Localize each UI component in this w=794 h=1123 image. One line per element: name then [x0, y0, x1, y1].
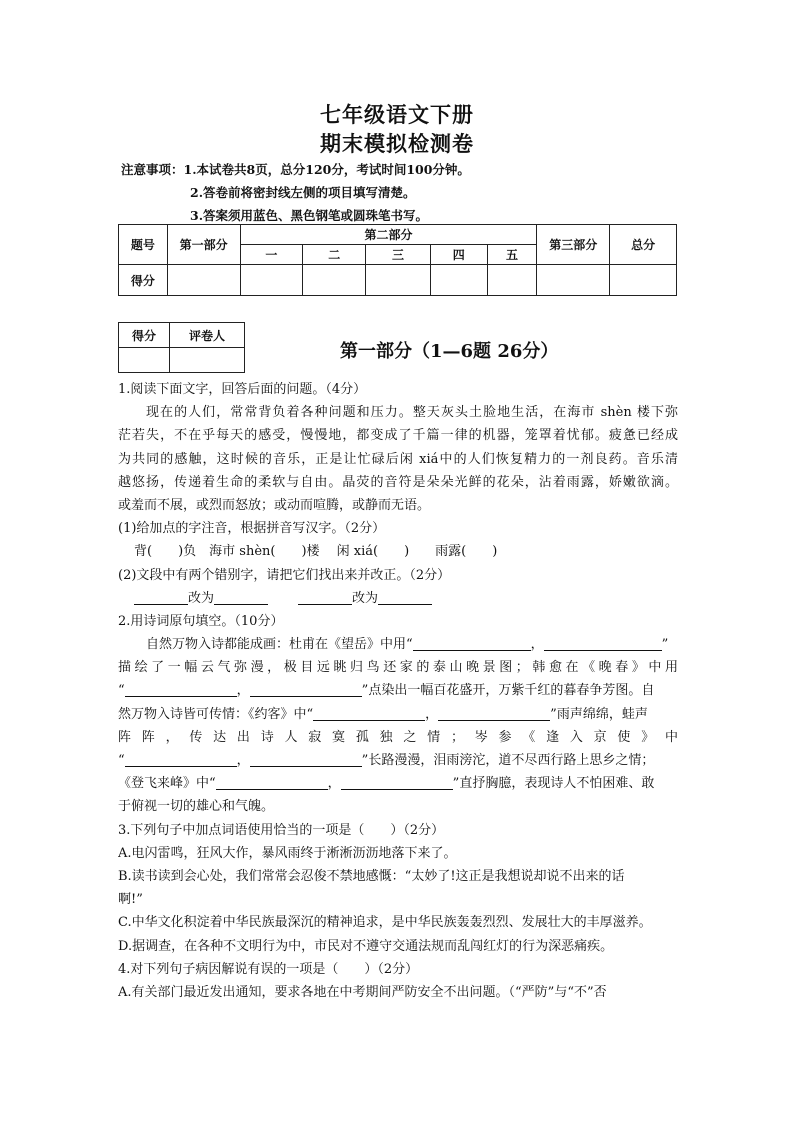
score-sub-header: 四 — [430, 245, 487, 265]
question-text: ”雨声绵绵，蛙声 — [550, 706, 648, 722]
question-text: ”直抒胸臆，表现诗人不怕困难、敢 — [452, 776, 655, 792]
score-header-part2: 第二部分 — [240, 225, 537, 245]
score-cell[interactable] — [366, 265, 431, 296]
answer-blank[interactable] — [544, 636, 662, 651]
option-b: B.读书读到会心处，我们常常会忍俊不禁地感慨：“太妙了!这正是我想说却说不出来的话 — [118, 868, 625, 884]
question-3-stem: 3.下列句子中加点词语使用恰当的一项是（ ）（2分） — [118, 822, 445, 838]
question-text: ”长路漫漫，泪雨滂沱，道不尽西行路上思乡之情； — [361, 753, 655, 768]
answer-blank[interactable] — [413, 636, 531, 651]
score-table — [118, 224, 677, 296]
question-text: 然万物入诗皆可传情：《约客》中“ — [118, 706, 314, 722]
score-header-total: 总分 — [610, 225, 677, 265]
question-2-line — [118, 633, 678, 656]
correction-row — [118, 587, 678, 610]
change-to-label: 改为 — [352, 590, 379, 606]
question-text: “ — [118, 753, 125, 768]
instruction-line: 2.答卷前将密封线左侧的项目填写清楚。 — [190, 185, 416, 200]
exam-body — [118, 378, 678, 1004]
passage-line: 为共同的感触，这时候的音乐，正是让忙碌后闲 xiá中的人们恢复精力的一剂良药。音乐清 — [118, 451, 678, 467]
score-cell[interactable] — [487, 265, 537, 296]
score-cell[interactable] — [240, 265, 303, 296]
grader-name-cell[interactable] — [170, 348, 245, 373]
instruction-line: 3.答案须用蓝色、黑色钢笔或圆珠笔书写。 — [190, 208, 429, 223]
answer-blank[interactable] — [214, 590, 268, 605]
question-text: ， — [327, 776, 341, 792]
score-sub-header: 二 — [303, 245, 366, 265]
score-sub-header: 一 — [240, 245, 303, 265]
score-sub-header: 三 — [366, 245, 431, 265]
exam-subtitle: 期末模拟检测卷 — [320, 131, 474, 156]
grader-name-label: 评卷人 — [170, 323, 245, 348]
answer-blank[interactable] — [250, 682, 362, 697]
option-a: A.有关部门最近发出通知，要求各地在中考期间严防安全不出问题。（“严防”与“不”否 — [118, 984, 607, 1000]
answer-blank[interactable] — [125, 682, 237, 697]
question-text: “ — [118, 683, 125, 699]
question-1-sub1: (1)给加点的字注音，根据拼音写汉字。（2分） — [118, 521, 386, 537]
question-2-line — [118, 703, 678, 726]
grader-score-label: 得分 — [119, 323, 170, 348]
question-text: ， — [236, 753, 250, 768]
passage-line: 茫若失，不在乎每天的感受，慢慢地，都变成了千篇一律的机器，笼罩着忧郁。疲惫已经成 — [118, 428, 678, 444]
question-2-line — [118, 772, 678, 795]
question-1-stem: 1.阅读下面文字，回答后面的问题。（4分） — [118, 382, 367, 397]
question-text: ， — [425, 706, 439, 722]
answer-blank[interactable] — [125, 752, 237, 767]
question-1-sub2: (2)文段中有两个错别字，请把它们找出来并改正。（2分） — [118, 567, 451, 583]
question-text: ” — [661, 637, 669, 653]
score-header-part3: 第三部分 — [537, 225, 610, 265]
passage-line: 越悠扬，传递着生命的柔软与自由。晶荧的音符是朵朵光鲜的花朵，沾着雨露，娇嫩欲滴。 — [118, 474, 678, 490]
change-to-label: 改为 — [188, 590, 215, 606]
option-c: C.中华文化积淀着中华民族最深沉的精神追求，是中华民族轰轰烈烈、发展壮大的丰厚滋养。 — [118, 915, 652, 931]
score-cell[interactable] — [537, 265, 610, 296]
score-cell[interactable] — [167, 265, 240, 296]
part1-title: 第一部分（1—6题 26分） — [340, 341, 559, 362]
score-row-label: 得分 — [119, 265, 168, 296]
score-sub-header: 五 — [487, 245, 537, 265]
answer-blank[interactable] — [134, 590, 188, 605]
option-b-cont: 啊!” — [118, 892, 143, 908]
score-cell[interactable] — [610, 265, 677, 296]
question-2-line — [118, 679, 678, 702]
answer-blank[interactable] — [298, 590, 352, 605]
option-a: A.电闪雷鸣，狂风大作，暴风雨终于淅淅沥沥地落下来了。 — [118, 845, 457, 861]
question-2-line: 描绘了一幅云气弥漫，极目远眺归鸟还家的泰山晚景图；韩愈在《晚春》中用 — [118, 660, 678, 676]
answer-blank[interactable] — [341, 775, 453, 790]
option-d: D.据调查，在各种不文明行为中，市民对不遵守交通法规而乱闯红灯的行为深恶痛疾。 — [118, 938, 614, 954]
answer-blank[interactable] — [216, 775, 328, 790]
score-cell[interactable] — [303, 265, 366, 296]
question-4-stem: 4.对下列句子病因解说有误的一项是（ ）（2分） — [118, 961, 419, 977]
score-header-number: 题号 — [119, 225, 168, 265]
grader-table — [118, 322, 245, 373]
instructions — [121, 160, 470, 229]
question-2-line — [118, 749, 678, 772]
answer-blank[interactable] — [250, 752, 362, 767]
score-header-part1: 第一部分 — [167, 225, 240, 265]
answer-blank[interactable] — [438, 706, 550, 721]
grader-score-cell[interactable] — [119, 348, 170, 373]
question-text: 自然万物入诗都能成画：杜甫在《望岳》中用“ — [146, 637, 413, 653]
question-1-sub1-items: 背( )负 海市 shèn( )楼 闲 xiá( ) 雨露( ) — [134, 544, 498, 560]
question-text: ， — [530, 637, 544, 653]
question-text: ”点染出一幅百花盛开，万紫千红的暮春争芳图。自 — [361, 683, 655, 699]
question-2-line: 阵阵，传达出诗人寂寞孤独之情；岑参《逢入京使》中 — [118, 729, 678, 745]
exam-title: 七年级语文下册 — [320, 102, 474, 127]
instruction-line: 注意事项：1.本试卷共8页，总分120分，考试时间100分钟。 — [121, 162, 470, 177]
question-text: ， — [236, 683, 250, 699]
answer-blank[interactable] — [378, 590, 432, 605]
score-cell[interactable] — [430, 265, 487, 296]
question-2-line: 于俯视一切的雄心和气魄。 — [118, 799, 275, 815]
answer-blank[interactable] — [313, 706, 425, 721]
passage-line: 现在的人们，常常背负着各种问题和压力。整天灰头土脸地生活，在海市 shèn 楼下弥 — [146, 405, 678, 421]
question-text: 《登飞来峰》中“ — [118, 776, 216, 792]
question-2-stem: 2.用诗词原句填空。（10分） — [118, 613, 284, 629]
passage-line: 或羞而不展，或烈而怒放；或动而喧腾，或静而无语。 — [118, 497, 431, 513]
